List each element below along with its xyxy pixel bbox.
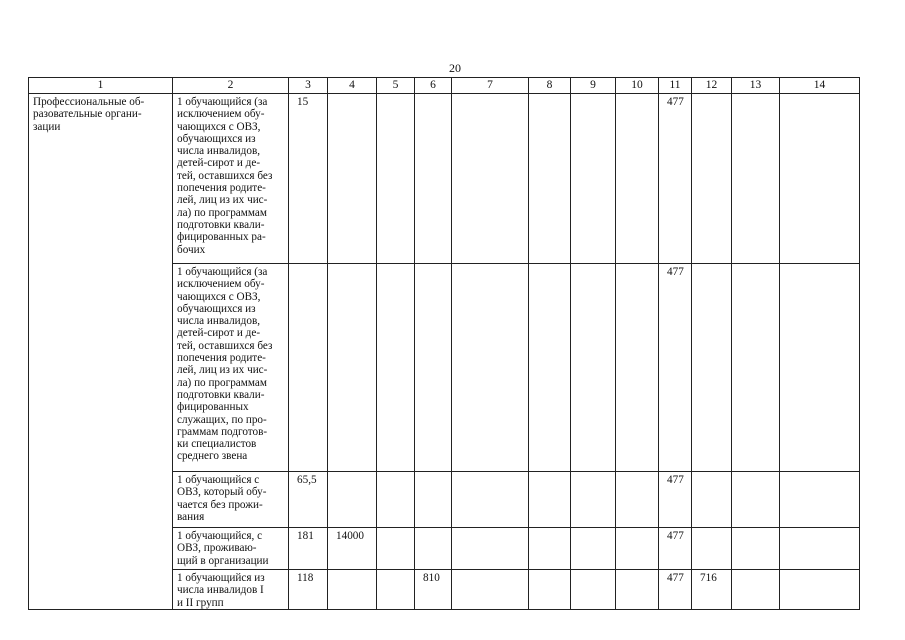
empty-cell	[732, 528, 780, 570]
empty-cell	[377, 472, 415, 528]
header-cell: 12	[692, 78, 732, 94]
header-cell: 11	[659, 78, 692, 94]
empty-cell	[452, 472, 529, 528]
empty-cell	[377, 264, 415, 472]
empty-cell	[377, 94, 415, 264]
value-cell-col11: 477	[659, 570, 692, 610]
empty-cell	[377, 528, 415, 570]
header-cell: 2	[173, 78, 289, 94]
page-number: 20	[449, 61, 461, 75]
header-cell: 14	[780, 78, 860, 94]
category-cell: 1 обучающийся (за исключением обу- чающихся с ОВЗ, обучающихся из числа инвалидов, детей-сирот и де- тей, оставшихся без попечения родите- лей, лиц из их чис- ла) по программам подготовки квали- фицированных ра- бочих	[173, 94, 289, 264]
category-cell: 1 обучающийся, с ОВЗ, проживаю- щий в организации	[173, 528, 289, 570]
value-cell-col3: 181	[289, 528, 328, 570]
empty-cell	[571, 528, 616, 570]
header-cell: 13	[732, 78, 780, 94]
empty-cell	[616, 472, 659, 528]
category-cell: 1 обучающийся с ОВЗ, который обу- чается без прожи- вания	[173, 472, 289, 528]
empty-cell	[571, 94, 616, 264]
value-cell-col4	[328, 264, 377, 472]
value-cell-col12	[692, 528, 732, 570]
header-cell: 3	[289, 78, 328, 94]
value-cell-col11: 477	[659, 94, 692, 264]
value-cell-col6: 810	[415, 570, 452, 610]
empty-cell	[529, 528, 571, 570]
empty-cell	[732, 264, 780, 472]
category-cell: 1 обучающийся (за исключением обу- чающихся с ОВЗ, обучающихся из числа инвалидов, детей-сирот и де- тей, оставшихся без попечения родите- лей, лиц из их чис- ла) по программам подготовки квали- фицированных служащих, по про- граммам подготов- ки специалистов среднего звена	[173, 264, 289, 472]
empty-cell	[529, 264, 571, 472]
table-header-row	[29, 78, 860, 94]
header-cell: 1	[29, 78, 173, 94]
budget-table	[28, 77, 860, 610]
value-cell-col4	[328, 472, 377, 528]
empty-cell	[780, 528, 860, 570]
value-cell-col12	[692, 472, 732, 528]
empty-cell	[529, 472, 571, 528]
value-cell-col3: 65,5	[289, 472, 328, 528]
value-cell-col12	[692, 94, 732, 264]
empty-cell	[571, 472, 616, 528]
value-cell-col6	[415, 264, 452, 472]
value-cell-col11: 477	[659, 264, 692, 472]
empty-cell	[780, 570, 860, 610]
empty-cell	[732, 472, 780, 528]
header-cell: 8	[529, 78, 571, 94]
empty-cell	[780, 94, 860, 264]
empty-cell	[571, 264, 616, 472]
empty-cell	[452, 528, 529, 570]
empty-cell	[616, 570, 659, 610]
header-cell: 6	[415, 78, 452, 94]
value-cell-col3: 118	[289, 570, 328, 610]
empty-cell	[571, 570, 616, 610]
empty-cell	[616, 264, 659, 472]
value-cell-col12: 716	[692, 570, 732, 610]
empty-cell	[452, 94, 529, 264]
empty-cell	[616, 528, 659, 570]
empty-cell	[732, 94, 780, 264]
header-cell: 9	[571, 78, 616, 94]
value-cell-col6	[415, 472, 452, 528]
organization-type-cell: Профессиональные об- разовательные органи- зации	[29, 94, 173, 610]
empty-cell	[377, 570, 415, 610]
table-row	[29, 94, 860, 264]
value-cell-col12	[692, 264, 732, 472]
header-cell: 4	[328, 78, 377, 94]
empty-cell	[732, 570, 780, 610]
value-cell-col11: 477	[659, 472, 692, 528]
empty-cell	[780, 472, 860, 528]
value-cell-col4: 14000	[328, 528, 377, 570]
empty-cell	[452, 264, 529, 472]
empty-cell	[529, 94, 571, 264]
value-cell-col4	[328, 94, 377, 264]
empty-cell	[529, 570, 571, 610]
empty-cell	[616, 94, 659, 264]
category-cell: 1 обучающийся из числа инвалидов I и II групп	[173, 570, 289, 610]
value-cell-col6	[415, 528, 452, 570]
empty-cell	[452, 570, 529, 610]
value-cell-col6	[415, 94, 452, 264]
value-cell-col3: 15	[289, 94, 328, 264]
value-cell-col4	[328, 570, 377, 610]
header-cell: 10	[616, 78, 659, 94]
value-cell-col3	[289, 264, 328, 472]
header-cell: 7	[452, 78, 529, 94]
value-cell-col11: 477	[659, 528, 692, 570]
header-cell: 5	[377, 78, 415, 94]
empty-cell	[780, 264, 860, 472]
